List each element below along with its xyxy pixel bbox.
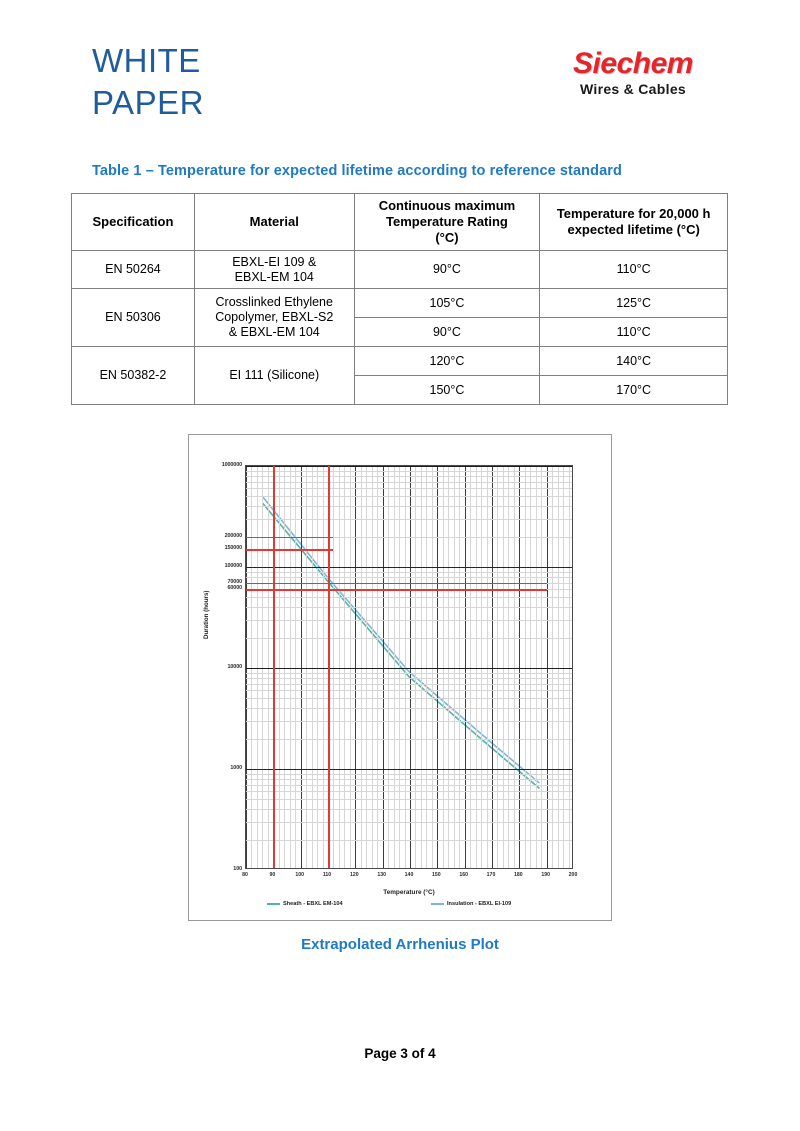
cell-continuous-rating: 105°C — [354, 289, 540, 318]
chart-legend-item — [431, 901, 511, 907]
chart-gridline-vertical — [399, 466, 400, 868]
chart-gridline-vertical — [388, 466, 389, 868]
chart-legend-item — [267, 901, 343, 907]
column-header-specification: Specification — [72, 194, 195, 251]
chart-gridline-vertical — [563, 466, 564, 868]
y-axis-tick-label: 10000 — [227, 664, 242, 670]
cell-material — [194, 251, 354, 289]
legend-label: Insulation - EBXL EI-109 — [447, 901, 512, 907]
chart-reference-line-horizontal — [246, 583, 547, 585]
legend-color-swatch — [267, 903, 280, 904]
column-header-continuous-rating — [354, 194, 540, 251]
chart-gridline-vertical — [366, 466, 367, 868]
logo-tagline: Wires & Cables — [579, 81, 686, 97]
cell-lifetime-temp: 110°C — [540, 251, 728, 289]
chart-gridline-vertical — [525, 466, 526, 868]
chart-gridline-vertical — [268, 466, 269, 868]
table-row — [72, 347, 728, 376]
x-axis-title: Temperature (°C) — [383, 889, 435, 896]
chart-gridline-vertical — [481, 466, 482, 868]
chart-gridline-vertical — [251, 466, 252, 868]
table-caption: Table 1 – Temperature for expected lifetime according to reference standard — [92, 163, 622, 179]
chart-gridline-horizontal — [246, 466, 572, 467]
chart-legend — [245, 901, 573, 913]
y-axis-tick-label: 100000 — [224, 563, 242, 569]
chart-gridline-vertical — [317, 466, 318, 868]
chart-gridline-vertical — [344, 466, 345, 868]
chart-gridline-horizontal — [246, 785, 572, 786]
chart-gridline-horizontal — [246, 482, 572, 483]
chart-gridline-vertical — [558, 466, 559, 868]
chart-gridline-vertical — [470, 466, 471, 868]
page-title — [92, 40, 204, 124]
chart-gridline-vertical — [290, 466, 291, 868]
logo-wordmark: Siechem — [573, 47, 693, 80]
x-axis-tick-label: 190 — [541, 872, 550, 878]
chart-gridline-vertical — [339, 466, 340, 868]
y-axis-annotation-label: 60000 — [227, 585, 242, 592]
chart-gridline-vertical — [476, 466, 477, 868]
chart-gridline-horizontal — [246, 721, 572, 722]
cell-material: EI 111 (Silicone) — [194, 347, 354, 405]
siechem-logo — [538, 48, 728, 97]
chart-reference-line-horizontal — [246, 549, 333, 551]
chart-gridline-horizontal — [246, 791, 572, 792]
chart-gridline-emphasis — [246, 567, 572, 568]
y-axis-annotation-label: 150000 — [224, 545, 242, 552]
column-header-lifetime-line-1: Temperature for 20,000 h — [556, 206, 711, 221]
x-axis-tick-label: 200 — [568, 872, 578, 878]
cell-continuous-rating: 90°C — [354, 318, 540, 347]
chart-gridline-horizontal — [246, 840, 572, 841]
chart-gridline-horizontal — [246, 739, 572, 740]
chart-gridline-horizontal — [246, 673, 572, 674]
cell-specification: EN 50306 — [72, 289, 195, 347]
chart-gridline-horizontal — [246, 799, 572, 800]
chart-gridline-emphasis — [246, 769, 572, 770]
cell-material-line-2: EBXL-EM 104 — [234, 269, 314, 284]
cell-continuous-rating: 90°C — [354, 251, 540, 289]
chart-gridline-horizontal — [246, 496, 572, 497]
x-axis-tick-label: 110 — [322, 872, 332, 878]
y-axis-title: Duration (hours) — [203, 590, 210, 639]
chart-gridline-vertical — [415, 466, 416, 868]
chart-gridline-vertical — [377, 466, 378, 868]
legend-label: Sheath - EBXL EM-104 — [283, 901, 343, 907]
x-axis-tick-label: 120 — [350, 872, 359, 878]
chart-gridline-horizontal — [246, 822, 572, 823]
page-title-line-2: PAPER — [92, 84, 204, 121]
chart-plot-area — [245, 465, 573, 869]
chart-gridline-horizontal — [246, 506, 572, 507]
chart-gridline-horizontal — [246, 519, 572, 520]
chart-gridline-vertical — [312, 466, 313, 868]
chart-gridline-vertical — [437, 466, 438, 868]
chart-gridline-vertical — [530, 466, 531, 868]
cell-material-line-1: Crosslinked Ethylene — [215, 295, 333, 309]
chart-gridline-horizontal — [246, 572, 572, 573]
chart-gridline-horizontal — [246, 638, 572, 639]
page-footer: Page 3 of 4 — [364, 1046, 436, 1061]
page-header — [0, 0, 800, 150]
x-axis-tick-label: 80 — [242, 872, 248, 878]
chart-gridline-vertical — [497, 466, 498, 868]
chart-gridline-vertical — [514, 466, 515, 868]
x-axis-tick-label: 90 — [269, 872, 276, 878]
chart-gridline-vertical — [569, 466, 570, 868]
chart-gridline-horizontal — [246, 774, 572, 775]
chart-gridline-horizontal — [246, 708, 572, 709]
cell-lifetime-temp: 170°C — [540, 376, 728, 405]
chart-gridline-vertical — [295, 466, 296, 868]
chart-gridline-vertical — [487, 466, 488, 868]
x-axis-tick-label: 130 — [377, 872, 386, 878]
cell-lifetime-temp: 110°C — [540, 318, 728, 347]
chart-gridline-vertical — [492, 466, 493, 868]
chart-gridline-horizontal — [246, 779, 572, 780]
chart-gridline-horizontal — [246, 678, 572, 679]
column-header-continuous-line-3: (°C) — [435, 230, 459, 245]
chart-gridline-horizontal — [246, 476, 572, 477]
chart-gridline-vertical — [459, 466, 460, 868]
cell-material-line-1: EBXL-EI 109 & — [232, 254, 317, 269]
arrhenius-chart — [197, 443, 603, 912]
cell-material-line-2: Copolymer, EBXL-S2 — [215, 310, 334, 324]
y-axis-tick-labels — [197, 462, 242, 872]
column-header-continuous-line-2: Temperature Rating — [386, 214, 508, 229]
chart-reference-line-vertical — [273, 466, 275, 868]
y-axis-annotation-label: 70000 — [227, 578, 242, 585]
table-row — [72, 289, 728, 318]
chart-reference-line-horizontal — [246, 537, 333, 539]
y-axis-tick-label: 100 — [233, 866, 242, 872]
cell-specification: EN 50264 — [72, 251, 195, 289]
x-axis-tick-label: 140 — [404, 872, 414, 878]
x-axis-tick-label: 100 — [295, 872, 304, 878]
specification-table — [71, 193, 728, 405]
chart-gridline-vertical — [301, 466, 302, 868]
chart-gridline-vertical — [410, 466, 411, 868]
chart-gridline-vertical — [443, 466, 444, 868]
chart-gridline-vertical — [394, 466, 395, 868]
x-axis-tick-label: 160 — [459, 872, 468, 878]
chart-gridline-vertical — [536, 466, 537, 868]
chart-gridline-vertical — [372, 466, 373, 868]
chart-gridline-vertical — [383, 466, 384, 868]
chart-gridline-vertical — [246, 466, 247, 868]
chart-gridline-vertical — [355, 466, 356, 868]
chart-gridline-horizontal — [246, 809, 572, 810]
chart-gridline-vertical — [426, 466, 427, 868]
chart-gridline-vertical — [421, 466, 422, 868]
chart-gridline-vertical — [547, 466, 548, 868]
chart-gridline-vertical — [552, 466, 553, 868]
chart-gridline-vertical — [257, 466, 258, 868]
chart-gridline-vertical — [361, 466, 362, 868]
chart-gridline-vertical — [284, 466, 285, 868]
chart-gridline-vertical — [306, 466, 307, 868]
column-header-lifetime-temp — [540, 194, 728, 251]
x-axis-tick-label: 180 — [514, 872, 523, 878]
cell-continuous-rating: 150°C — [354, 376, 540, 405]
table-header-row — [72, 194, 728, 251]
y-axis-tick-label: 1000000 — [221, 462, 242, 468]
chart-gridline-horizontal — [246, 668, 572, 669]
y-axis-annotation-label: 200000 — [224, 532, 242, 539]
arrhenius-chart-frame — [188, 434, 612, 921]
chart-gridline-vertical — [333, 466, 334, 868]
table-row — [72, 251, 728, 289]
chart-gridline-vertical — [508, 466, 509, 868]
chart-gridline-vertical — [519, 466, 520, 868]
chart-gridline-horizontal — [246, 684, 572, 685]
y-axis-tick-label: 1000 — [230, 765, 242, 771]
column-header-lifetime-line-2: expected lifetime (°C) — [567, 222, 700, 237]
chart-gridline-vertical — [503, 466, 504, 868]
chart-gridline-vertical — [454, 466, 455, 868]
legend-color-swatch — [431, 903, 444, 904]
chart-gridline-vertical — [350, 466, 351, 868]
cell-lifetime-temp: 125°C — [540, 289, 728, 318]
cell-lifetime-temp: 140°C — [540, 347, 728, 376]
page-title-line-1: WHITE — [92, 42, 201, 79]
cell-continuous-rating: 120°C — [354, 347, 540, 376]
chart-gridline-vertical — [465, 466, 466, 868]
chart-gridline-horizontal — [246, 488, 572, 489]
x-axis-tick-labels — [242, 872, 578, 886]
chart-gridline-horizontal — [246, 597, 572, 598]
chart-gridline-vertical — [323, 466, 324, 868]
column-header-continuous-line-1: Continuous maximum — [378, 198, 516, 213]
chart-gridline-horizontal — [246, 607, 572, 608]
chart-caption: Extrapolated Arrhenius Plot — [301, 936, 499, 953]
chart-reference-line-vertical — [328, 466, 330, 868]
chart-gridline-vertical — [262, 466, 263, 868]
chart-gridline-horizontal — [246, 471, 572, 472]
chart-gridline-vertical — [405, 466, 406, 868]
chart-reference-line-horizontal — [246, 589, 547, 591]
x-axis-tick-label: 170 — [486, 872, 496, 878]
chart-gridline-vertical — [432, 466, 433, 868]
chart-gridline-vertical — [448, 466, 449, 868]
chart-gridline-vertical — [279, 466, 280, 868]
cell-material-line-3: & EBXL-EM 104 — [228, 325, 320, 339]
x-axis-tick-label: 150 — [432, 872, 441, 878]
chart-gridline-horizontal — [246, 690, 572, 691]
chart-gridline-horizontal — [246, 620, 572, 621]
cell-specification: EN 50382-2 — [72, 347, 195, 405]
chart-gridline-vertical — [541, 466, 542, 868]
chart-gridline-horizontal — [246, 698, 572, 699]
cell-material — [194, 289, 354, 347]
chart-gridline-horizontal — [246, 577, 572, 578]
column-header-material: Material — [194, 194, 354, 251]
